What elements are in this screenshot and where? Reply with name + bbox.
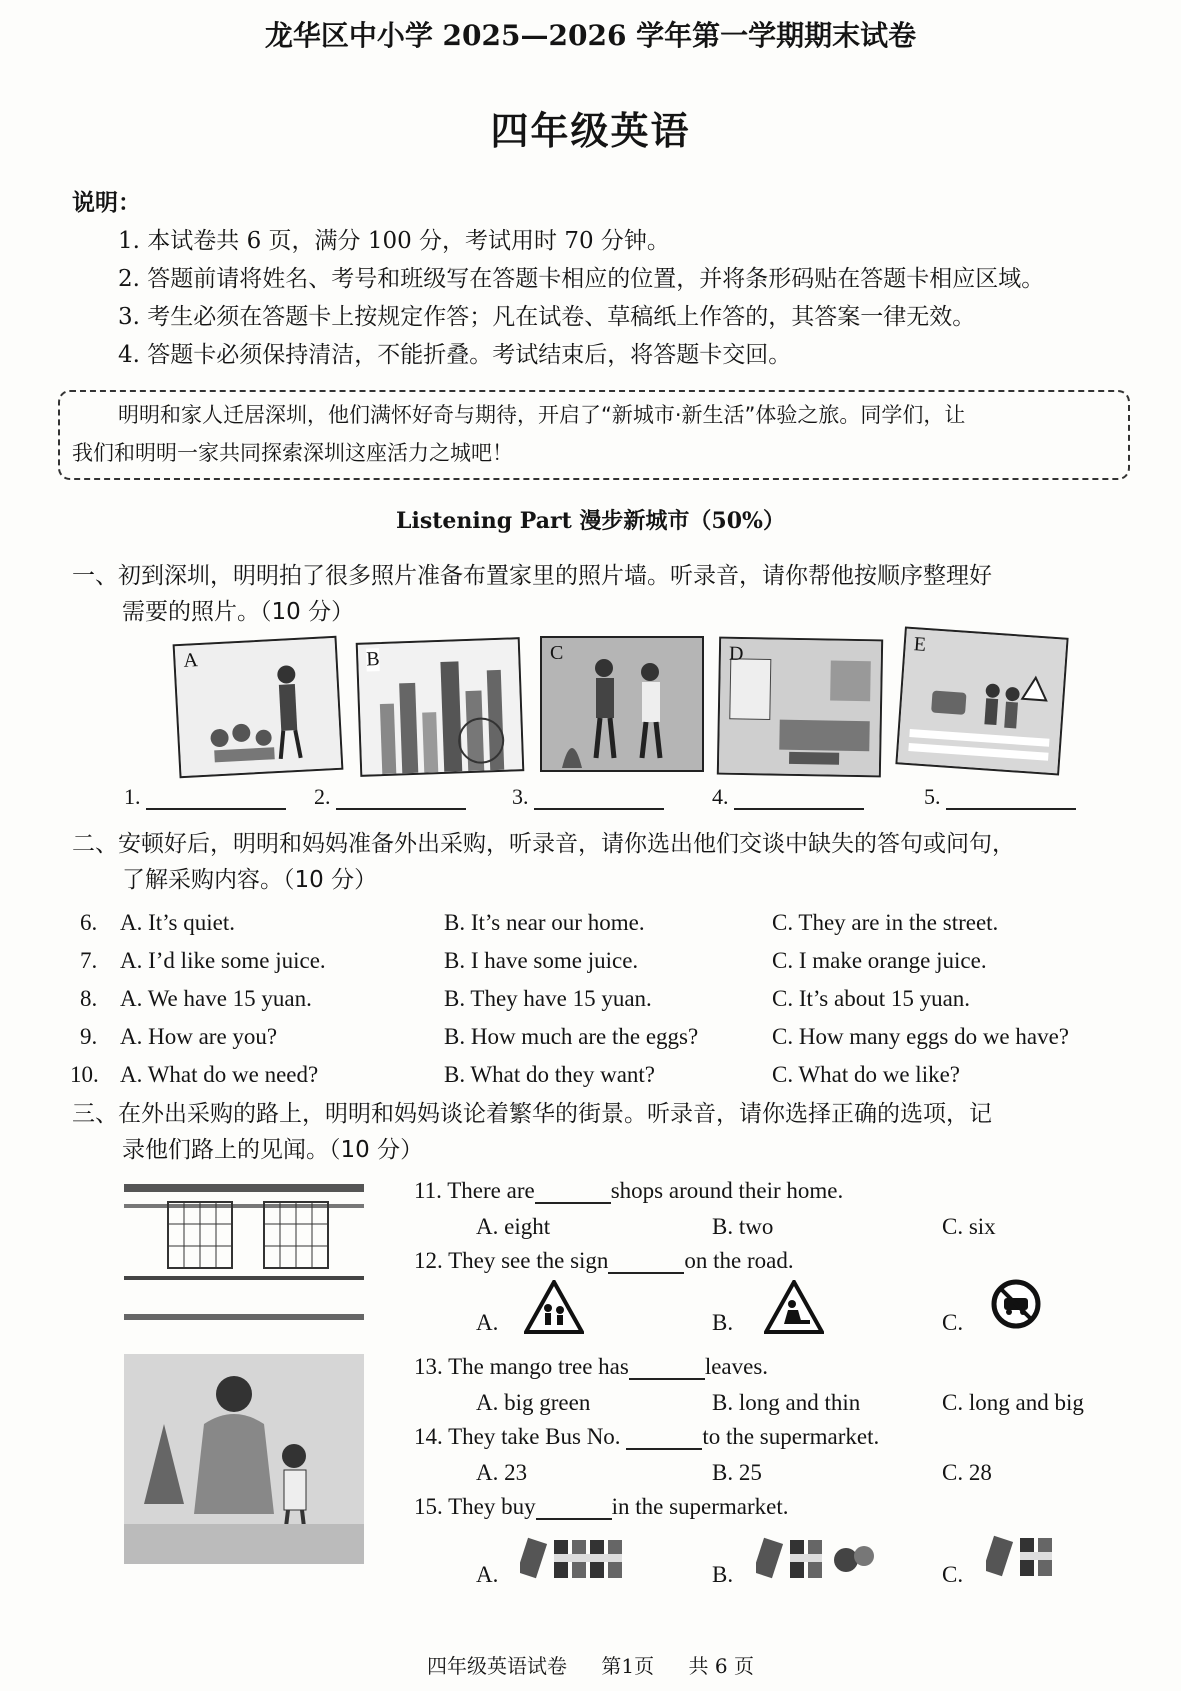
question-number: 11.: [414, 1178, 442, 1203]
section2-line: 二、安顿好后，明明和妈妈准备外出采购，听录音，请你选出他们交谈中缺失的答句或问句，: [72, 831, 1015, 857]
option-a[interactable]: A. 23: [476, 1460, 528, 1485]
question-number: 13.: [414, 1354, 443, 1379]
section1-line: 一、初到深圳，明明拍了很多照片准备布置家里的照片墙。听录音，请你帮他按顺序整理好: [72, 563, 992, 589]
option-a[interactable]: A. eight: [476, 1214, 551, 1239]
photo-label: B: [365, 648, 381, 671]
option-b[interactable]: B. How much are the eggs?: [444, 1024, 699, 1049]
option-a[interactable]: A.: [476, 1562, 499, 1587]
question-12: [414, 1248, 794, 1274]
story-line: 我们和明明一家共同探索深圳这座活力之城吧！: [72, 441, 513, 465]
photo-e: [895, 626, 1068, 775]
blank-num: 3.: [512, 784, 529, 809]
section2-instructions: [72, 826, 1132, 898]
subject-title: 四年级英语: [490, 108, 691, 153]
option-a[interactable]: A.: [476, 1310, 499, 1335]
note-item: 3. 考生必须在答题卡上按规定作答；凡在试卷、草稿纸上作答的，其答案一律无效。: [118, 304, 976, 330]
note-item: 4. 答题卡必须保持清洁，不能折叠。考试结束后，将答题卡交回。: [118, 342, 792, 368]
answer-blank-3: [512, 782, 664, 810]
page-footer: [0, 1650, 1181, 1679]
photo-a: [173, 636, 344, 778]
blank-line[interactable]: [146, 782, 286, 810]
question-number: 10.: [70, 1062, 99, 1087]
question-number: 14.: [414, 1424, 443, 1449]
mother-and-child-street-icon: [124, 1184, 364, 1564]
blank-line[interactable]: [534, 782, 664, 810]
notes-heading: 说明：: [72, 190, 141, 216]
option-c[interactable]: C. It’s about 15 yuan.: [772, 986, 971, 1011]
blank-num: 2.: [314, 784, 331, 809]
section2-line: 了解采购内容。（10 分）: [122, 867, 378, 893]
question-number: 6.: [80, 910, 98, 935]
street-illustration: [124, 1184, 364, 1564]
option-b[interactable]: B. They have 15 yuan.: [444, 986, 652, 1011]
part-title: Listening Part 漫步新城市（50%）: [396, 508, 785, 534]
question-number: 8.: [80, 986, 98, 1011]
blank-line[interactable]: [946, 782, 1076, 810]
option-a[interactable]: A. It’s quiet.: [120, 910, 235, 935]
option-c[interactable]: C. I make orange juice.: [772, 948, 987, 973]
footer-page: 第1页: [601, 1654, 655, 1678]
question-text: They take Bus No.: [448, 1424, 621, 1449]
option-b[interactable]: B. two: [712, 1214, 774, 1239]
exam-title: 龙华区中小学 2025—2026 学年第一学期期末试卷: [264, 19, 917, 52]
option-a[interactable]: A. I’d like some juice.: [120, 948, 326, 973]
photo-label: E: [913, 633, 927, 656]
photo-d: [717, 637, 883, 778]
note-item: 2. 答题前请将姓名、考号和班级写在答题卡相应的位置，并将条形码贴在答题卡相应区域。: [118, 266, 1045, 292]
note-item: 1. 本试卷共 6 页，满分 100 分，考试用时 70 分钟。: [118, 228, 670, 254]
answer-blank[interactable]: [629, 1356, 705, 1380]
section3-line: 三、在外出采购的路上，明明和妈妈谈论着繁华的街景。听录音，请你选择正确的选项，记: [72, 1101, 992, 1127]
option-c[interactable]: C. How many eggs do we have?: [772, 1024, 1070, 1049]
footer-subject: 四年级英语试卷: [427, 1654, 568, 1678]
no-cars-sign-icon: [990, 1278, 1042, 1330]
chocolate-drinks-and-candy-icon: [756, 1532, 880, 1584]
section1-instructions: [72, 558, 1132, 630]
question-number: 15.: [414, 1494, 443, 1519]
question-text: to the supermarket.: [702, 1424, 880, 1449]
option-b[interactable]: B. I have some juice.: [444, 948, 639, 973]
option-a[interactable]: A. big green: [476, 1390, 591, 1415]
question-text: They buy: [448, 1494, 536, 1519]
question-text: in the supermarket.: [611, 1494, 789, 1519]
blank-num: 5.: [924, 784, 941, 809]
photo-b: [356, 637, 525, 777]
option-b[interactable]: B. long and thin: [712, 1390, 861, 1415]
option-c[interactable]: C. six: [942, 1214, 996, 1239]
blank-num: 4.: [712, 784, 729, 809]
chocolate-and-two-drinks-icon: [986, 1530, 1058, 1580]
question-text: on the road.: [684, 1248, 794, 1273]
option-a[interactable]: A. What do we need?: [120, 1062, 319, 1087]
option-c[interactable]: C. long and big: [942, 1390, 1084, 1415]
answer-blank-2: [314, 782, 466, 810]
section1-line: 需要的照片。（10 分）: [122, 599, 355, 625]
blank-line[interactable]: [336, 782, 466, 810]
question-text: leaves.: [704, 1354, 769, 1379]
city-skyline-icon: [358, 639, 522, 775]
question-number: 12.: [414, 1248, 443, 1273]
option-c[interactable]: C.: [942, 1310, 964, 1335]
answer-blank-5: [924, 782, 1076, 810]
question-number: 9.: [80, 1024, 98, 1049]
option-b[interactable]: B.: [712, 1562, 734, 1587]
story-line: 明明和家人迁居深圳，他们满怀好奇与期待，开启了“新城市·新生活”体验之旅。同学们，让: [118, 403, 966, 427]
question-number: 7.: [80, 948, 98, 973]
option-c[interactable]: C.: [942, 1562, 964, 1587]
road-work-sign-icon: [764, 1280, 824, 1334]
answer-blank[interactable]: [608, 1250, 684, 1274]
woman-watering-flowers-icon: [175, 638, 342, 776]
answer-blank[interactable]: [626, 1426, 702, 1450]
question-text: There are: [447, 1178, 535, 1203]
footer-total: 共 6 页: [688, 1654, 754, 1678]
photo-label: A: [182, 649, 199, 672]
question-text: shops around their home.: [610, 1178, 844, 1203]
option-b[interactable]: B. 25: [712, 1460, 762, 1485]
option-c[interactable]: C. What do we like?: [772, 1062, 960, 1087]
story-box: [58, 390, 1130, 480]
chocolate-and-drinks-icon: [520, 1532, 624, 1580]
question-text: They see the sign: [448, 1248, 609, 1273]
photo-c: [540, 636, 704, 772]
option-c[interactable]: C. They are in the street.: [772, 910, 999, 935]
option-b[interactable]: B. It’s near our home.: [444, 910, 645, 935]
option-a[interactable]: A. We have 15 yuan.: [120, 986, 312, 1011]
question-text: The mango tree has: [448, 1354, 629, 1379]
question-15: [414, 1494, 789, 1520]
option-b[interactable]: B. What do they want?: [444, 1062, 655, 1087]
photo-label: D: [728, 642, 744, 666]
option-b[interactable]: B.: [712, 1310, 734, 1335]
option-a[interactable]: A. How are you?: [120, 1024, 278, 1049]
answer-blank[interactable]: [536, 1496, 612, 1520]
blank-line[interactable]: [734, 782, 864, 810]
answer-blank[interactable]: [535, 1180, 611, 1204]
option-c[interactable]: C. 28: [942, 1460, 992, 1485]
section3-line: 录他们路上的见闻。（10 分）: [122, 1137, 424, 1163]
children-crossing-sign-icon: [524, 1280, 584, 1334]
question-13: [414, 1354, 768, 1380]
answer-blank-4: [712, 782, 864, 810]
section3-instructions: [72, 1096, 1132, 1168]
answer-blank-1: [124, 782, 286, 810]
photo-label: C: [550, 642, 564, 664]
people-exercising-icon: [542, 638, 702, 770]
question-14: [414, 1424, 879, 1450]
question-11: [414, 1178, 843, 1204]
blank-num: 1.: [124, 784, 141, 809]
